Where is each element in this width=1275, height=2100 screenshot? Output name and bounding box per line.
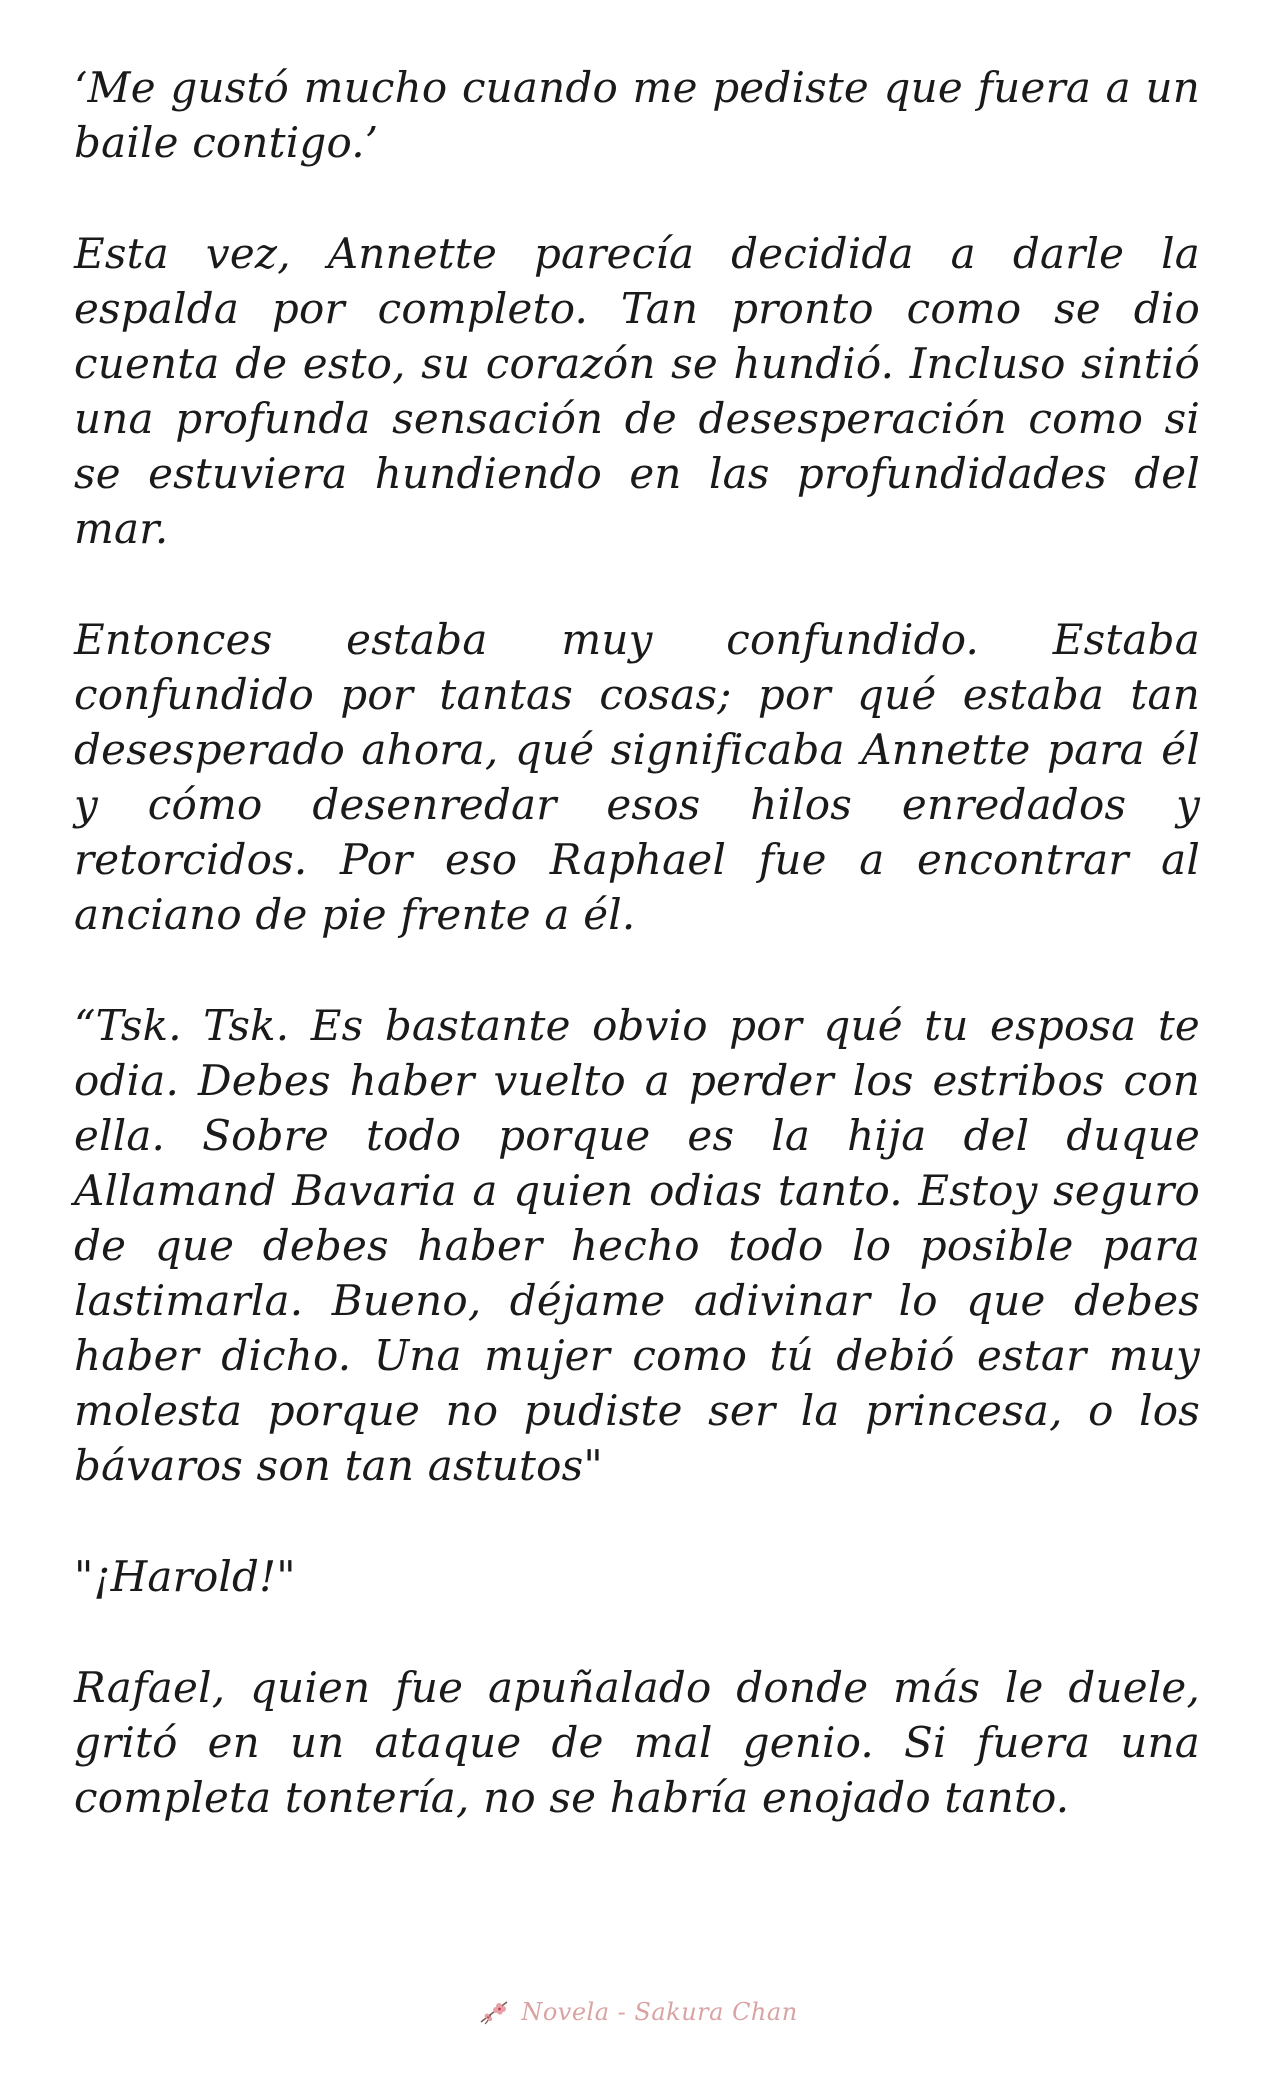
paragraph-3: Entonces estaba muy confundido. Estaba confundido por tantas cosas; por qué estaba tan desesperado ahora, qué significaba Annette para él y cómo desenredar esos hilos enredados y retorcidos. Por eso Raphael fue a encontrar al anciano de pie frente a él. xyxy=(74,615,1200,939)
paragraph-5: "¡Harold!" xyxy=(74,1552,296,1601)
sakura-flower-icon xyxy=(477,1996,513,2028)
paragraph-6: Rafael, quien fue apuñalado donde más le duele, gritó en un ataque de mal genio. Si fuera una completa tontería, no se habría enojado tanto. xyxy=(74,1663,1200,1822)
paragraph-1: ‘Me gustó mucho cuando me pediste que fuera a un baile contigo.’ xyxy=(74,63,1200,167)
paragraph-4: “Tsk. Tsk. Es bastante obvio por qué tu esposa te odia. Debes haber vuelto a perder los estribos con ella. Sobre todo porque es la hija del duque Allamand Bavaria a quien odias tanto. Estoy seguro de que debes haber hecho todo lo posible para lastimarla. Bueno, déjame adivinar lo que debes haber dicho. Una mujer como tú debió estar muy molesta porque no pudiste ser la princesa, o los bávaros son tan astutos" xyxy=(74,1001,1200,1490)
watermark xyxy=(0,1992,1275,2032)
watermark-text: Novela - Sakura Chan xyxy=(521,1998,798,2026)
document-page xyxy=(74,60,1200,1881)
paragraph-2: Esta vez, Annette parecía decidida a darle la espalda por completo. Tan pronto como se dio cuenta de esto, su corazón se hundió. Incluso sintió una profunda sensación de desesperación como si se estuviera hundiendo en las profundidades del mar. xyxy=(74,229,1200,553)
